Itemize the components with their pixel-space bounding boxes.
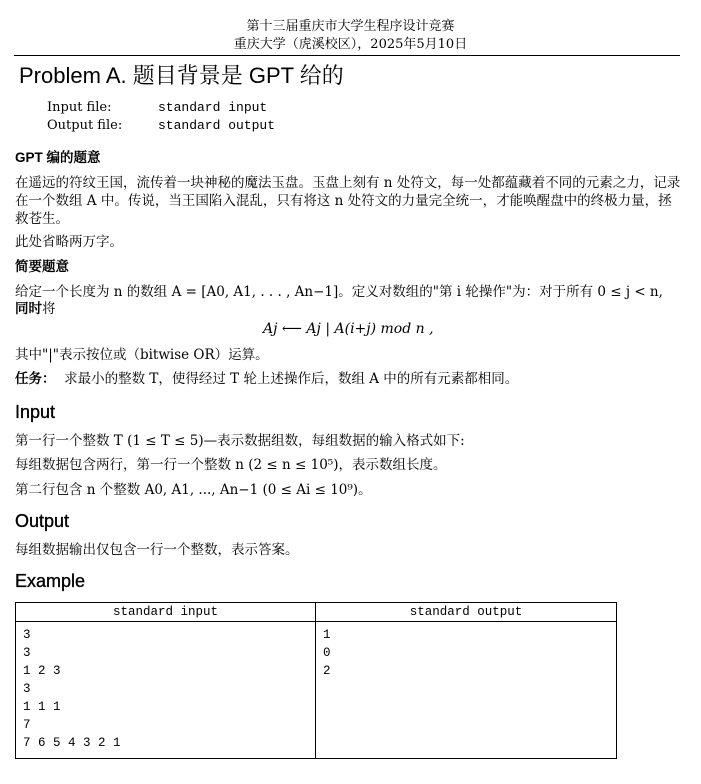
example-input-line: 1 2 3 [23, 664, 61, 678]
example-input-cell [16, 622, 316, 759]
example-input-header: standard input [16, 603, 316, 622]
example-input-line: 3 [23, 646, 31, 660]
contest-venue-date: 重庆大学（虎溪校区），2025年5月10日 [233, 37, 468, 52]
example-input-line: 3 [23, 628, 31, 642]
omitted-text: 此处省略两万字。 [15, 234, 123, 250]
example-output-header: standard output [316, 603, 617, 622]
contest-title: 第十三届重庆市大学生程序设计竞赛 [246, 19, 455, 34]
example-output-cell [316, 622, 617, 759]
output-line-1: 每组数据输出仅包含一行一个整数，表示答案。 [15, 542, 299, 558]
example-input-line: 1 1 1 [23, 700, 61, 714]
input-heading: Input [15, 402, 56, 422]
input-file-label: Input file: [47, 100, 112, 115]
task-label: 任务： [15, 371, 56, 386]
gpt-section-heading: GPT 编的题意 [15, 150, 101, 165]
brief-section-heading: 简要题意 [15, 259, 69, 274]
example-output-line: 1 [323, 628, 331, 642]
task-line [15, 370, 518, 388]
input-line-2: 每组数据包含两行，第一行一个整数 n (2 ≤ n ≤ 10⁵)，表示数组长度。 [15, 457, 447, 473]
example-output-line: 2 [323, 664, 331, 678]
brief-statement-line2 [15, 300, 56, 318]
example-heading: Example [15, 571, 86, 591]
output-file-label: Output file: [47, 118, 123, 133]
example-output-line: 0 [323, 646, 331, 660]
header-divider [14, 55, 680, 56]
task-text: 求最小的整数 T，使得经过 T 轮上述操作后，数组 A 中的所有元素都相同。 [64, 371, 519, 387]
input-line-3: 第二行包含 n 个整数 A0, A1, ..., An−1 (0 ≤ Ai ≤ 10⁹)。 [15, 482, 372, 498]
input-line-1: 第一行一个整数 T (1 ≤ T ≤ 5)—表示数据组数，每组数据的输入格式如下: [15, 433, 465, 449]
output-file-value: standard output [158, 118, 276, 133]
example-input-line: 7 6 5 4 3 2 1 [23, 736, 121, 750]
example-input-line: 3 [23, 682, 31, 696]
example-table [15, 602, 617, 759]
input-file-value: standard input [158, 100, 268, 115]
simultaneous-emphasis: 同时 [15, 301, 42, 316]
gpt-story-paragraph: 在遥远的符纹王国，流传着一块神秘的魔法玉盘。玉盘上刻有 n 处符文，每一处都蕴藏着不同的元素之力，记录在一个数组 A 中。传说，当王国陷入混乱，只有将这 n 处符文的力量完全统一，才能唤醒盘中的终极力量，拯救苍生。 [15, 175, 681, 227]
brief-statement-line: 给定一个长度为 n 的数组 A = [A0, A1, . . . , An−1]。定义对数组的"第 i 轮操作"为：对于所有 0 ≤ j < n, [15, 284, 663, 300]
operation-formula: Aj ⟵ Aj | A(i+j) mod n , [263, 321, 434, 337]
output-heading: Output [15, 511, 70, 531]
problem-title: Problem A. 题目背景是 GPT 给的 [19, 63, 344, 88]
example-input-line: 7 [23, 718, 31, 732]
bitwise-or-note: 其中"|"表示按位或（bitwise OR）运算。 [15, 347, 269, 363]
brief-statement-line2-rest: 将 [42, 301, 56, 317]
